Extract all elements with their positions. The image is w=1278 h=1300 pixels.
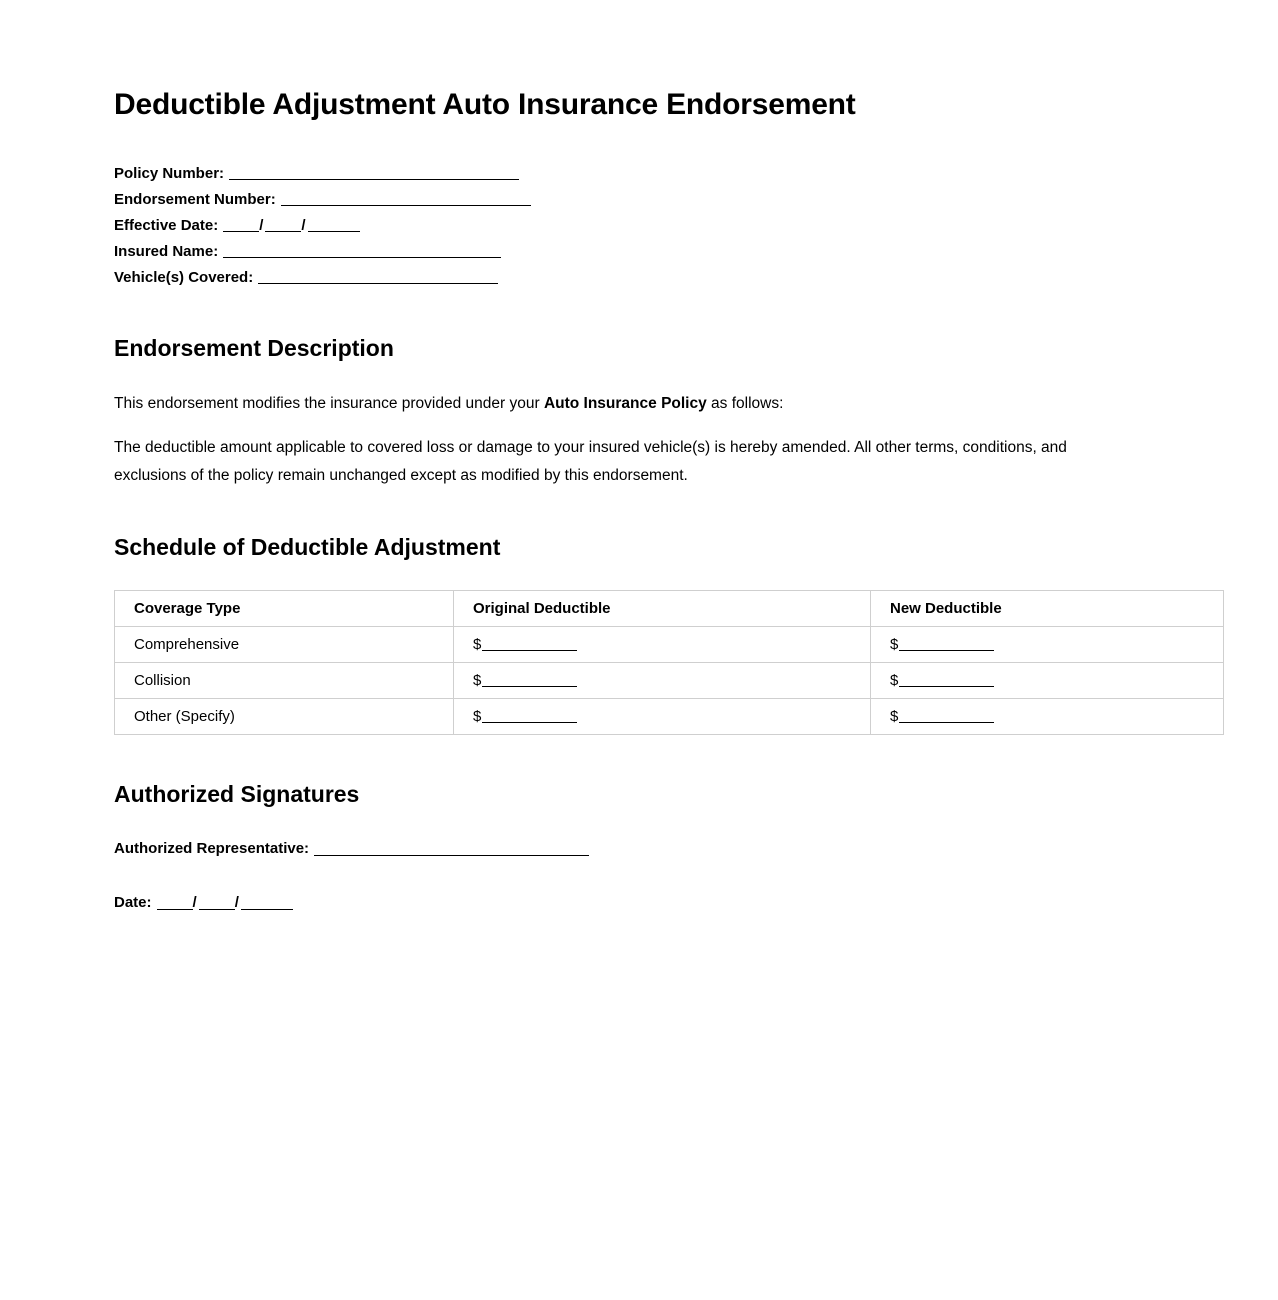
- document-content: [114, 0, 1163, 916]
- currency-symbol: $: [890, 707, 899, 725]
- endorsement-paragraph-1: [114, 390, 1114, 418]
- deductible-schedule-table: [114, 590, 1224, 735]
- signature-date-label: Date:: [114, 894, 152, 912]
- currency-symbol: $: [473, 635, 482, 653]
- column-header-original-deductible: Original Deductible: [454, 590, 871, 626]
- cell-new-comprehensive: [871, 626, 1224, 662]
- cell-original-comprehensive: [454, 626, 871, 662]
- currency-symbol: $: [473, 671, 482, 689]
- cell-coverage-other: Other (Specify): [115, 698, 454, 734]
- cell-original-collision: [454, 662, 871, 698]
- authorized-representative-input[interactable]: [314, 841, 589, 856]
- signature-date-year-input[interactable]: [241, 895, 293, 910]
- endorsement-paragraph-2: The deductible amount applicable to covered loss or damage to your insured vehicle(s) is hereby amended. All other terms, conditions, and exclusions of the policy remain unchanged except as modified by this endorsement.: [114, 439, 1067, 485]
- field-row-effective-date: [114, 213, 1163, 239]
- currency-symbol: $: [890, 635, 899, 653]
- authorized-representative-label: Authorized Representative:: [114, 840, 310, 858]
- signature-date-separator-1: /: [192, 894, 197, 912]
- table-row: [115, 626, 1224, 662]
- endorsement-number-label: Endorsement Number:: [114, 190, 276, 208]
- new-deductible-collision-input[interactable]: [899, 672, 994, 687]
- policy-number-input[interactable]: [229, 165, 519, 180]
- field-row-insured-name: [114, 239, 1163, 265]
- currency-symbol: $: [473, 707, 482, 725]
- cell-new-collision: [871, 662, 1224, 698]
- policy-number-label: Policy Number:: [114, 164, 225, 182]
- authorized-signatures-heading: Authorized Signatures: [114, 780, 360, 807]
- column-header-coverage-type: Coverage Type: [115, 590, 454, 626]
- table-row: [115, 662, 1224, 698]
- table-body: [115, 626, 1224, 734]
- table-header-row: [115, 590, 1224, 626]
- cell-coverage-comprehensive: Comprehensive: [115, 626, 454, 662]
- field-row-authorized-representative: [114, 836, 1163, 862]
- effective-date-separator-1: /: [259, 216, 264, 234]
- new-deductible-other-input[interactable]: [899, 708, 994, 723]
- effective-date-month-input[interactable]: [223, 217, 259, 232]
- table-header: [115, 590, 1224, 626]
- effective-date-year-input[interactable]: [308, 217, 360, 232]
- field-row-vehicles-covered: [114, 265, 1163, 291]
- field-row-endorsement-number: [114, 187, 1163, 213]
- page-title: Deductible Adjustment Auto Insurance Endorsement: [114, 88, 856, 121]
- signature-date-separator-2: /: [234, 894, 239, 912]
- endorsement-number-input[interactable]: [281, 191, 531, 206]
- insured-name-label: Insured Name:: [114, 242, 219, 260]
- effective-date-label: Effective Date:: [114, 216, 219, 234]
- effective-date-separator-2: /: [301, 216, 306, 234]
- policy-fields-block: [114, 161, 1163, 291]
- vehicles-covered-input[interactable]: [258, 269, 498, 284]
- schedule-heading: Schedule of Deductible Adjustment: [114, 534, 501, 561]
- effective-date-day-input[interactable]: [265, 217, 301, 232]
- new-deductible-comprehensive-input[interactable]: [899, 636, 994, 651]
- cell-coverage-collision: Collision: [115, 662, 454, 698]
- original-deductible-other-input[interactable]: [482, 708, 577, 723]
- auto-insurance-policy-emphasis: Auto Insurance Policy: [543, 395, 707, 413]
- cell-original-other: [454, 698, 871, 734]
- table-row: [115, 698, 1224, 734]
- column-header-new-deductible: New Deductible: [871, 590, 1224, 626]
- cell-new-other: [871, 698, 1224, 734]
- original-deductible-comprehensive-input[interactable]: [482, 636, 577, 651]
- signature-date-day-input[interactable]: [199, 895, 235, 910]
- vehicles-covered-label: Vehicle(s) Covered:: [114, 268, 254, 286]
- currency-symbol: $: [890, 671, 899, 689]
- field-row-signature-date: [114, 890, 1163, 916]
- signature-date-month-input[interactable]: [157, 895, 193, 910]
- field-row-policy-number: [114, 161, 1163, 187]
- insured-name-input[interactable]: [223, 243, 501, 258]
- endorsement-paragraph-1-suffix: as follows:: [706, 395, 784, 413]
- endorsement-paragraph-1-prefix: This endorsement modifies the insurance provided under your: [114, 395, 544, 413]
- endorsement-description-heading: Endorsement Description: [114, 334, 394, 361]
- original-deductible-collision-input[interactable]: [482, 672, 577, 687]
